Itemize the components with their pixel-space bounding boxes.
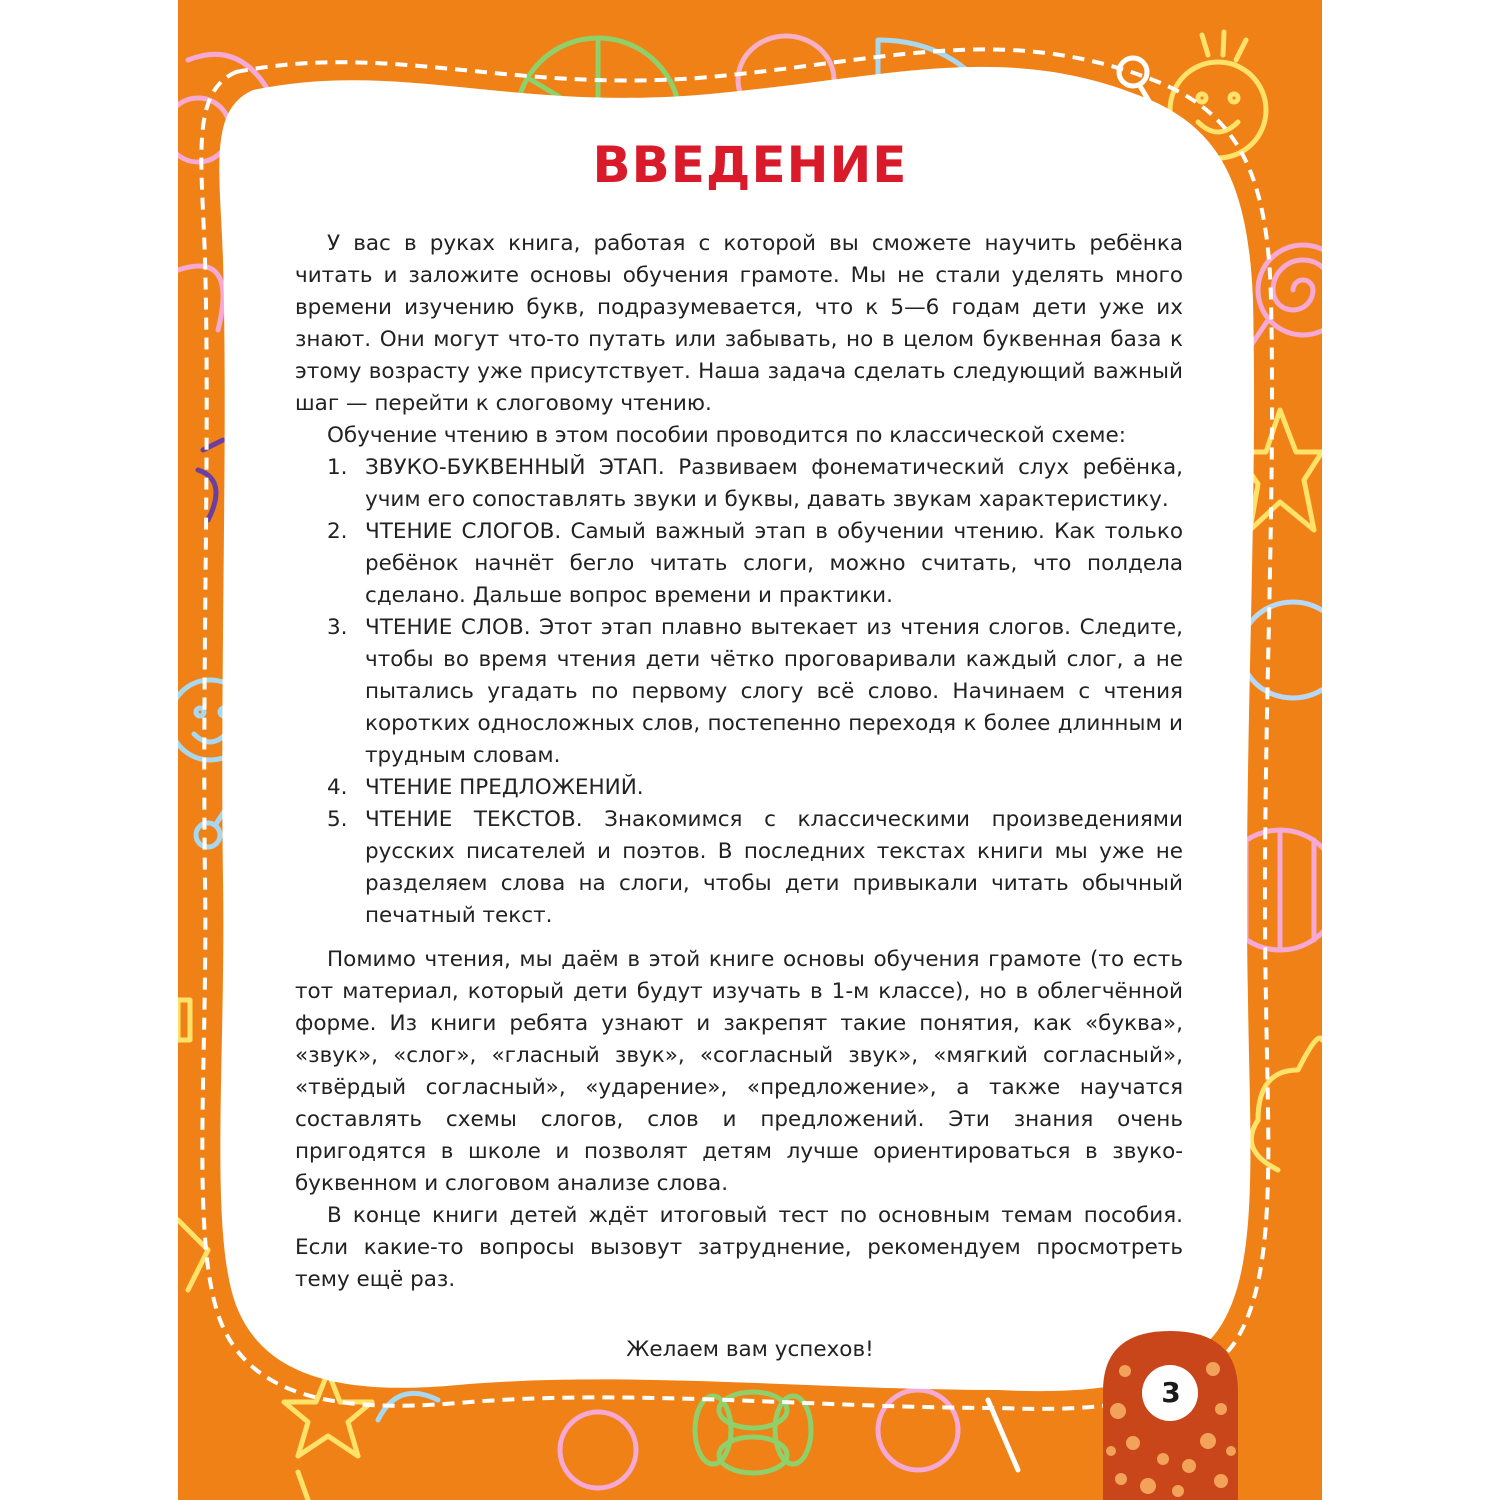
paragraph: Обучение чтению в этом пособии проводится по классической схеме: bbox=[327, 423, 1126, 448]
list-item bbox=[295, 772, 1183, 804]
list-number: 2. bbox=[327, 519, 348, 544]
paragraph: У вас в руках книга, работая с которой вы сможете научить ребёнка читать и заложите основы обучения грамоте. Мы не стали уделять много времени изучению букв, подразумевается, что к 5—6 годам дети уже их знают. Они могут что-то путать или забывать, но в целом буквенная база к этому возрасту уже присутствует. Наша задача сделать следующий важный шаг — перейти к слоговому чтению. bbox=[295, 231, 1183, 416]
list-item-text: ЧТЕНИЕ СЛОГОВ. Самый важный этап в обучении чтению. Как только ребёнок начнёт бегло читать слоги, можно считать, что полдела сделано. Дальше вопрос времени и практики. bbox=[365, 519, 1183, 608]
list-number: 4. bbox=[327, 775, 348, 800]
list-item bbox=[295, 612, 1183, 772]
book-page bbox=[178, 0, 1322, 1500]
paragraph: Помимо чтения, мы даём в этой книге основы обучения грамоте (то есть тот материал, который дети будут изучать в 1-м классе), но в облегчённой форме. Из книги ребята узнают и закрепят такие понятия, как «буква», «звук», «слог», «гласный звук», «согласный звук», «мягкий согласный», «твёрдый согласный», «ударение», «предложение», а также научатся составлять схемы слогов, слов и предложений. Эти знания очень пригодятся в школе и позволят детям лучше ориентироваться в звуко-буквенном и слоговом анализе слова. bbox=[295, 947, 1183, 1196]
list-item-text: ЗВУКО-БУКВЕННЫЙ ЭТАП. Развиваем фонематический слух ребёнка, учим его сопоставлять звуки и буквы, давать звукам характеристику. bbox=[365, 455, 1183, 512]
intro-text bbox=[295, 228, 1183, 1296]
list-item bbox=[295, 516, 1183, 612]
list-item bbox=[295, 804, 1183, 932]
list-item-text: ЧТЕНИЕ ТЕКСТОВ. Знакомимся с классическими произведениями русских писателей и поэтов. В последних текстах книги мы уже не разделяем слова на слоги, чтобы дети привыкали читать обычный печатный текст. bbox=[365, 807, 1183, 928]
list-item-text: ЧТЕНИЕ СЛОВ. Этот этап плавно вытекает из чтения слогов. Следите, чтобы во время чтения дети чётко проговаривали каждый слог, а не пытались угадать по первому слогу всё слово. Начинаем с чтения коротких односложных слов, постепенно переходя к более длинным и трудным словам. bbox=[365, 615, 1183, 768]
closing-wish: Желаем вам успехов! bbox=[626, 1337, 874, 1362]
stages-list bbox=[295, 452, 1183, 932]
list-number: 5. bbox=[327, 807, 348, 832]
page-title: ВВЕДЕНИЕ bbox=[592, 136, 908, 194]
page-number: 3 bbox=[1161, 1376, 1181, 1409]
list-item bbox=[295, 452, 1183, 516]
list-number: 3. bbox=[327, 615, 348, 640]
paragraph: В конце книги детей ждёт итоговый тест по основным темам пособия. Если какие-то вопросы вызовут затруднение, рекомендуем просмотреть тему ещё раз. bbox=[295, 1203, 1183, 1292]
list-number: 1. bbox=[327, 455, 348, 480]
list-item-text: ЧТЕНИЕ ПРЕДЛОЖЕНИЙ. bbox=[365, 775, 644, 800]
